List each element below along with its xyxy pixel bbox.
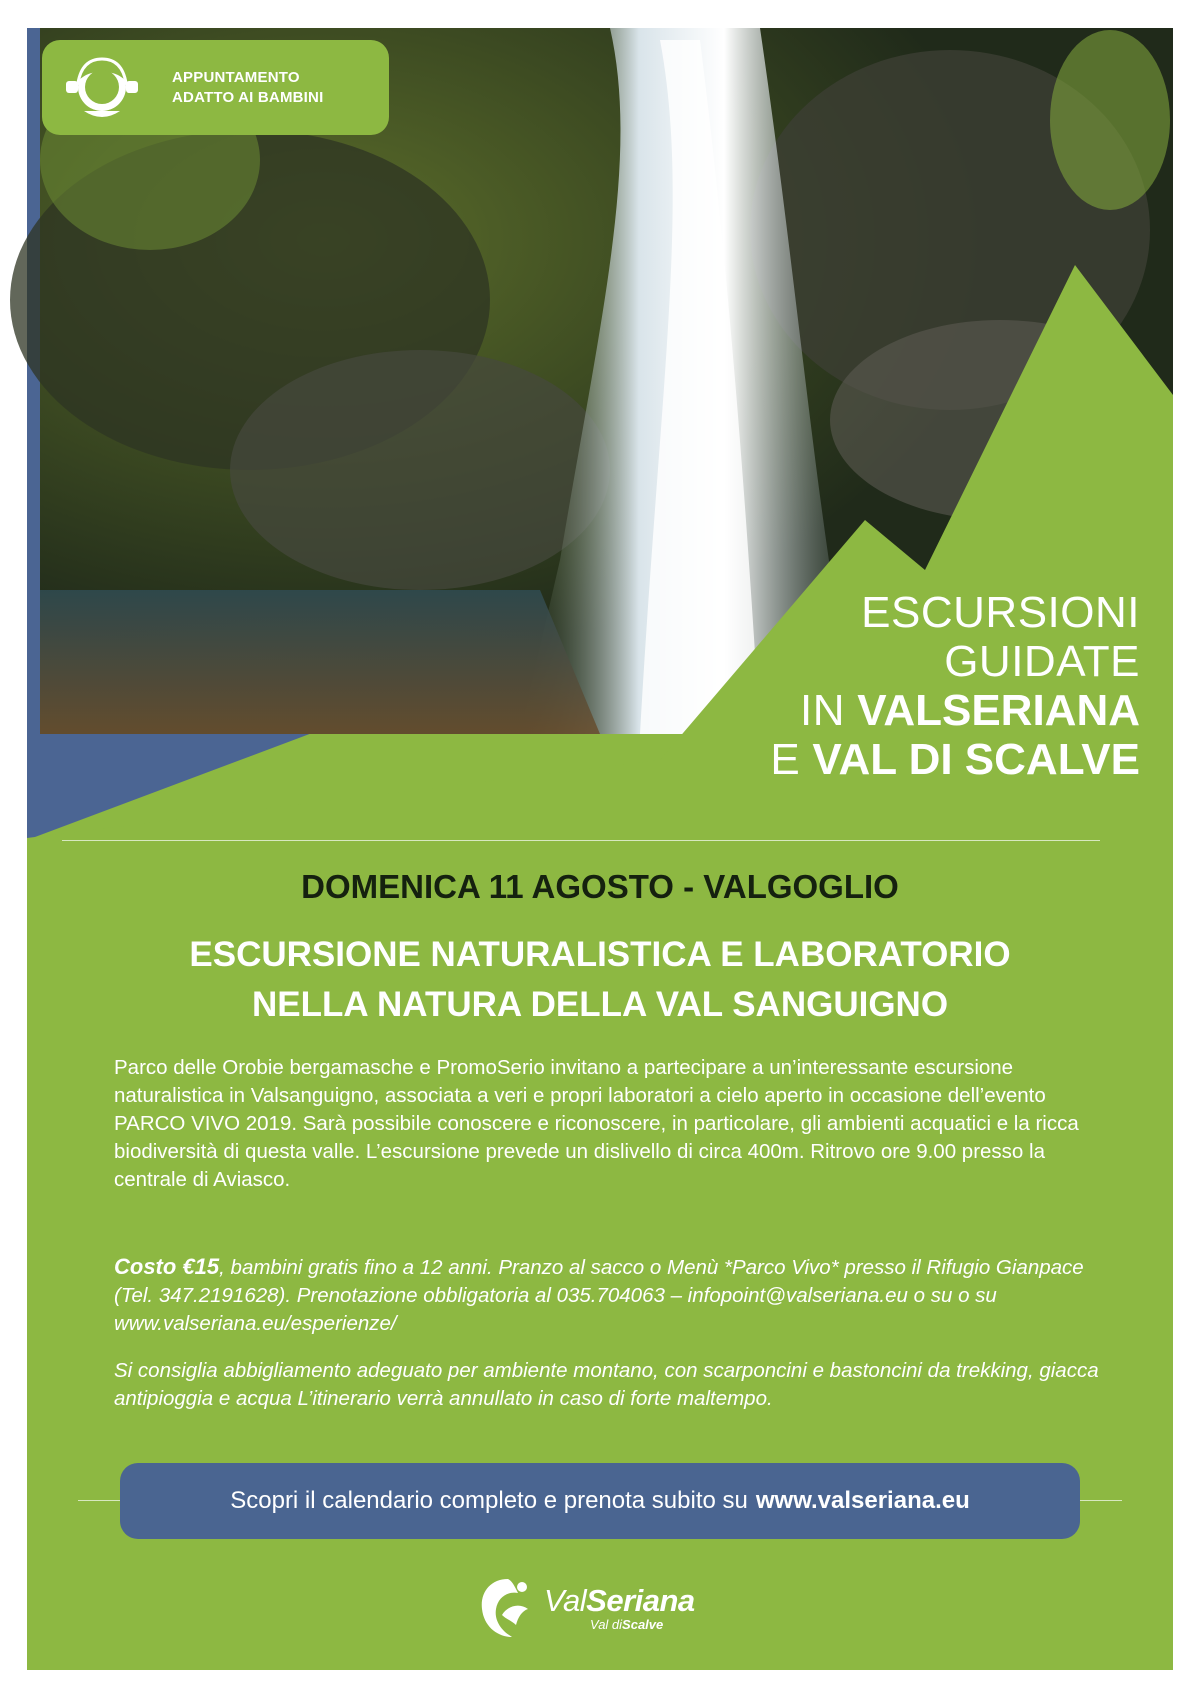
calendar-cta-button[interactable] (120, 1463, 1080, 1539)
cta-left-line (78, 1500, 120, 1501)
cta-right-line (1080, 1500, 1122, 1501)
event-date-place: DOMENICA 11 AGOSTO - VALGOGLIO (301, 868, 899, 905)
kids-friendly-badge (42, 40, 389, 135)
badge-line-1: APPUNTAMENTO (172, 68, 300, 86)
event-cost (114, 1253, 1114, 1338)
valseriana-logo (478, 1568, 728, 1648)
logo-subtitle: Val diScalve (590, 1617, 664, 1632)
title-line-2: GUIDATE (944, 637, 1140, 686)
badge-line-2: ADATTO AI BAMBINI (172, 88, 324, 106)
event-description: Parco delle Orobie bergamasche e PromoSerio invitano a partecipare a un’interessante escursione naturalistica in Valsanguigno, associata a veri e propri laboratori a cielo aperto in occasione dell’evento PARCO VIVO 2019. Sarà possibile conoscere e riconoscere, in particolare, gli ambienti acquatici e la ricca biodiversità di questa valle. L’escursione prevede un dislivello di circa 400m. Ritrovo ore 9.00 presso la centrale di Aviasco. (114, 1056, 1079, 1191)
child-icon (62, 53, 142, 123)
event-advice: Si consiglia abbigliamento adeguato per ambiente montano, con scarponcini e bastoncini da trekking, giacca antipioggia e acqua L’itinerario verrà annullato in caso di forte maltempo. (114, 1359, 1099, 1410)
divider (62, 840, 1100, 841)
title-line-1: ESCURSIONI (861, 588, 1140, 637)
headline-line-2: NELLA NATURA DELLA VAL SANGUIGNO (251, 985, 949, 1024)
headline-line-1: ESCURSIONE NATURALISTICA E LABORATORIO (189, 935, 1011, 974)
title-line-3: IN VALSERIANA (800, 686, 1140, 735)
valseriana-logo-icon (478, 1575, 538, 1641)
event-headline (60, 930, 1140, 1030)
cost-text: , bambini gratis fino a 12 anni. Pranzo al sacco o Menù *Parco Vivo* presso il Rifugio Gianpace (Tel. 347.2191628). Prenotazione obbligatoria al 035.704063 – infopoint@valseriana.eu o su o su www.valseriana.eu/esperienze/ (114, 1256, 1084, 1335)
cta-text: Scopri il calendario completo e prenota subito su (230, 1487, 748, 1514)
logo-wordmark: ValSeriana (544, 1583, 695, 1618)
title-line-4: E VAL DI SCALVE (770, 735, 1140, 784)
cta-url-link[interactable]: www.valseriana.eu (755, 1487, 970, 1514)
cost-label: Costo €15 (114, 1254, 220, 1279)
poster-title (770, 588, 1140, 784)
